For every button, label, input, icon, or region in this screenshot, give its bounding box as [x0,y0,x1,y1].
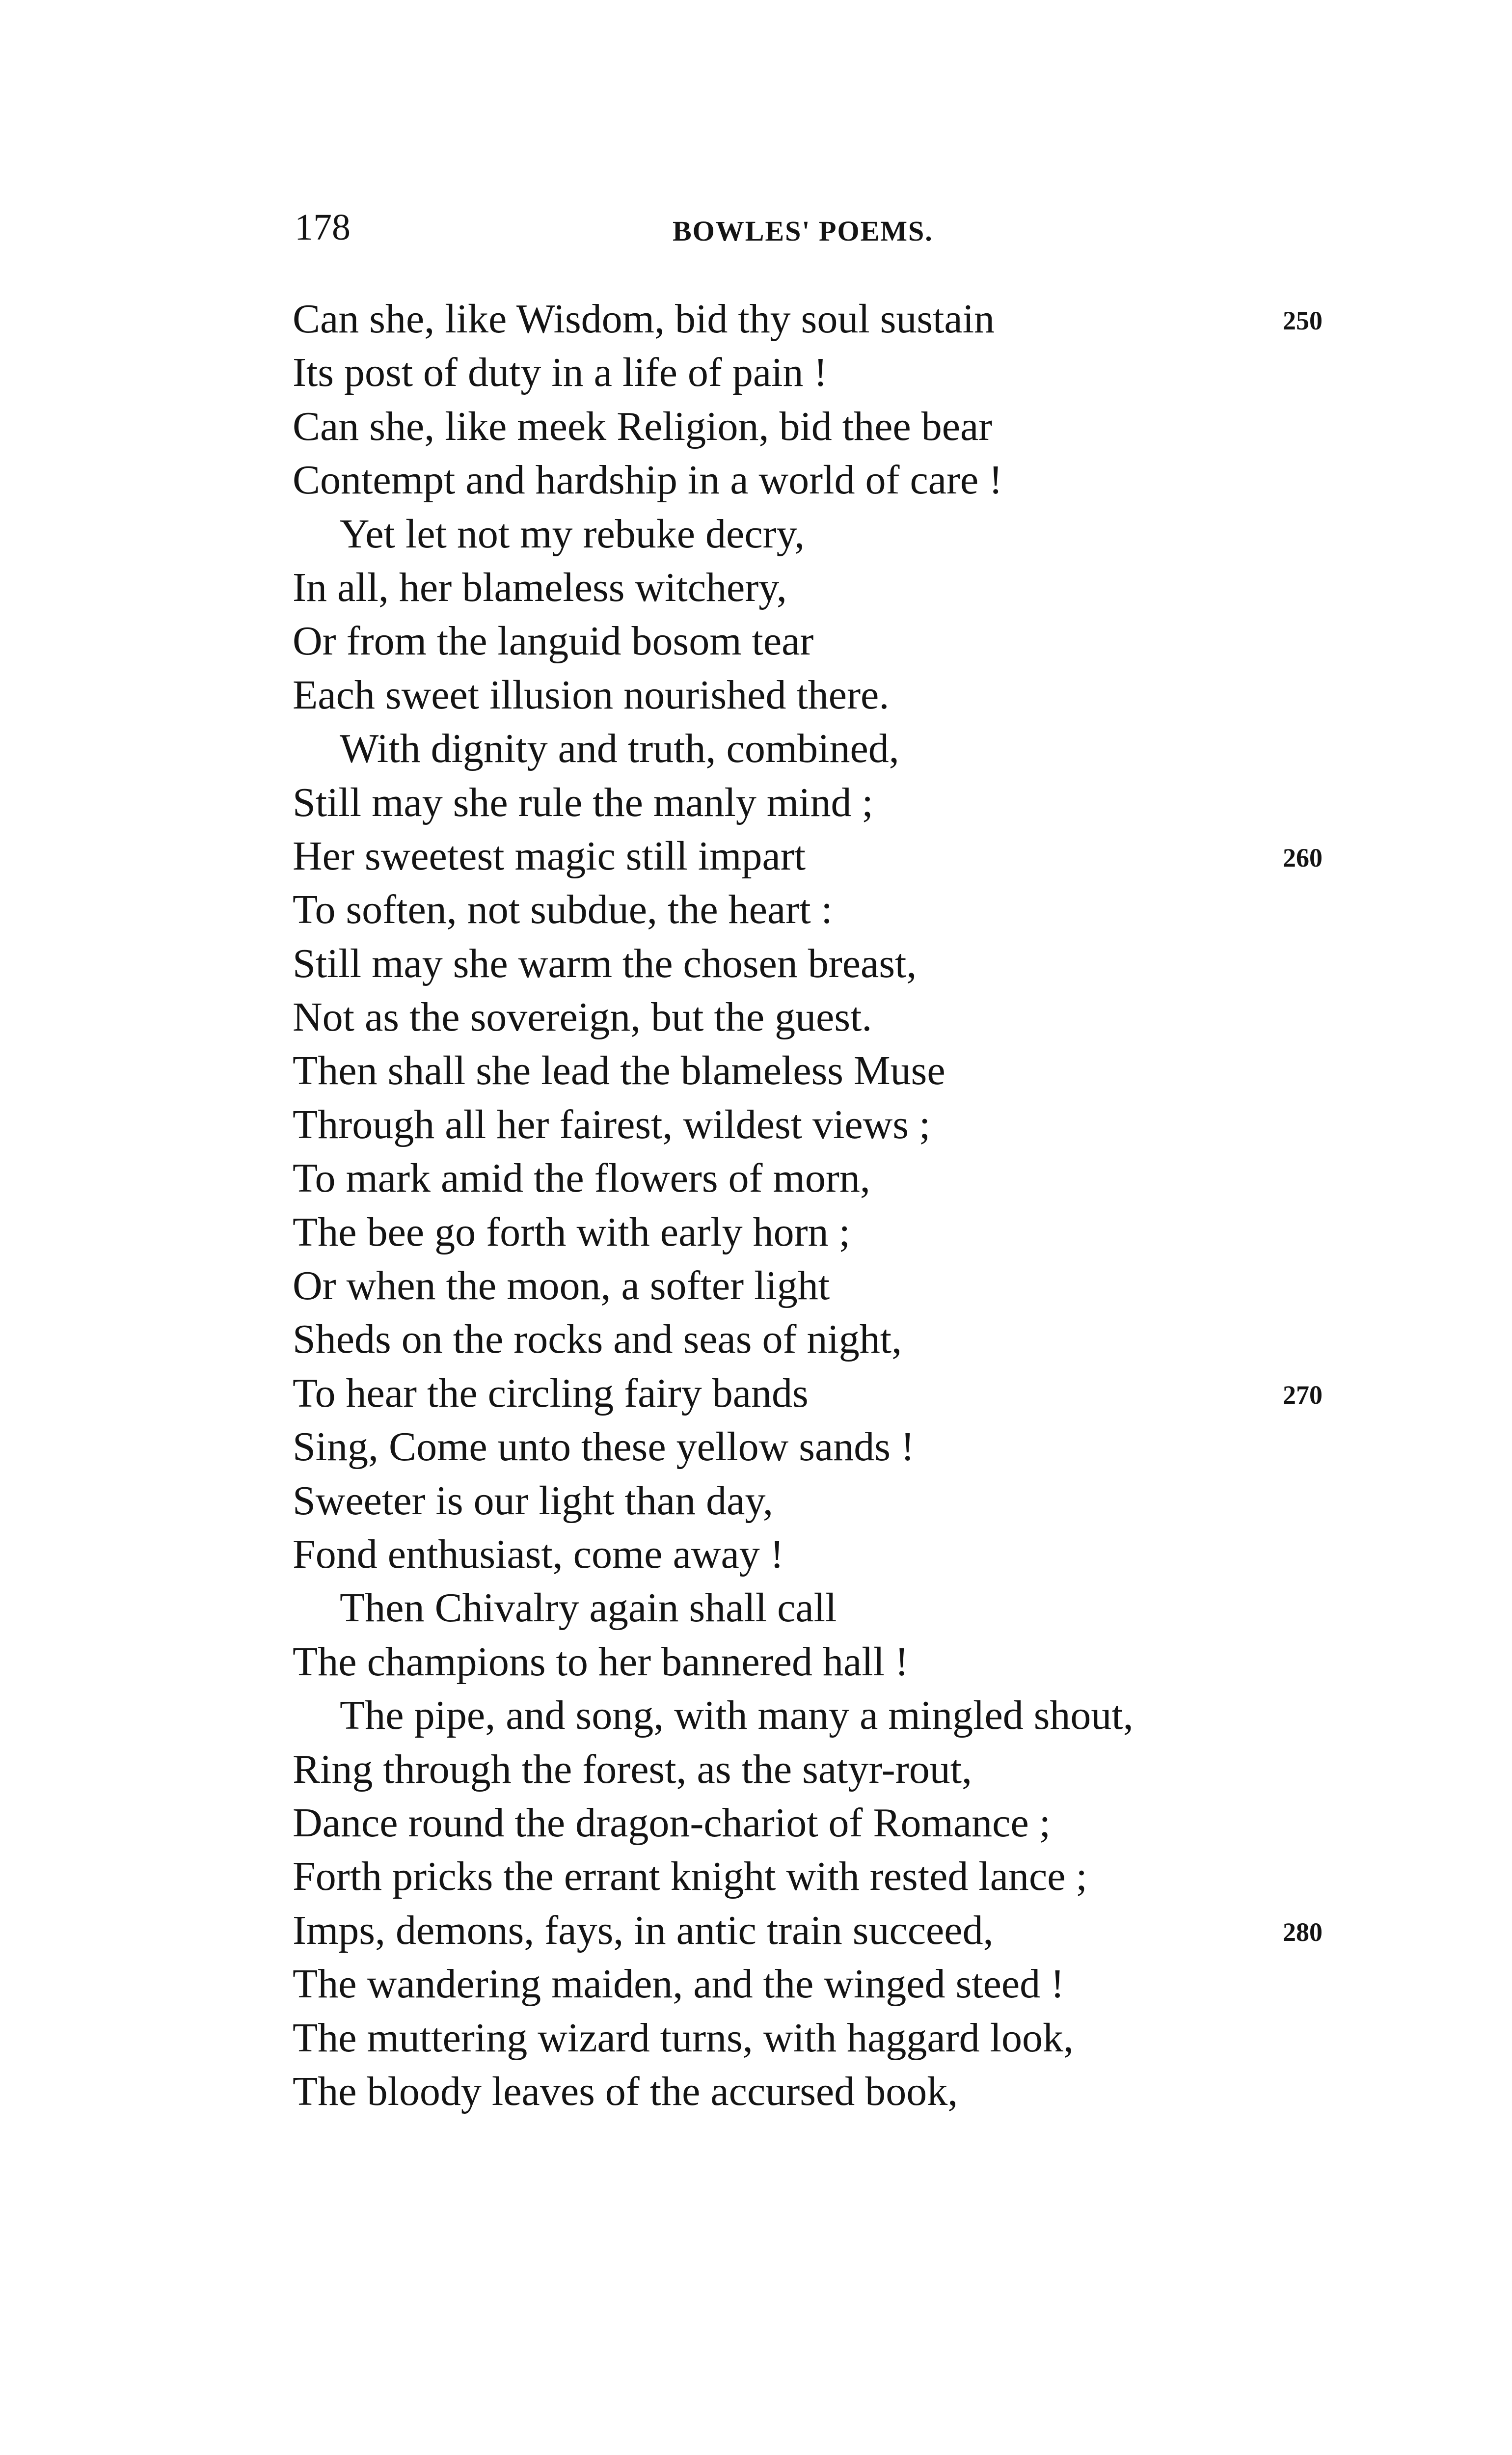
poem-line [293,776,1373,829]
poem-line [293,1850,1373,1903]
poem-line-text: Dance round the dragon-chariot of Romance ; [293,1800,1051,1846]
poem-line-text: Fond enthusiast, come away ! [293,1531,784,1577]
poem-line-text: Sweeter is our light than day, [293,1477,774,1524]
poem-line [293,1689,1373,1742]
poem-line-text: Its post of duty in a life of pain ! [293,350,828,396]
poem-line-text: To hear the circling fairy bands [293,1370,809,1416]
poem-line-text: In all, her blameless witchery, [293,564,787,610]
poem-line-text: The bloody leaves of the accursed book, [293,2068,958,2114]
poem-line-text: Or when the moon, a softer light [293,1263,830,1309]
poem-line [293,1796,1373,1850]
poem-line [293,937,1373,990]
poem-line [293,722,1373,775]
poem-line-text: Can she, like Wisdom, bid thy soul sustain [293,296,995,342]
poem-line [293,829,1373,883]
poem-line [293,1420,1373,1473]
poem-line-text: Sing, Come unto these yellow sands ! [293,1424,915,1470]
poem-line-text: Then shall she lead the blameless Muse [293,1048,945,1094]
poem-line [293,1581,1373,1635]
poem-line-text: Ring through the forest, as the satyr-rout, [293,1746,972,1792]
poem-line [293,346,1373,399]
poem-line-text: Sheds on the rocks and seas of night, [293,1316,902,1363]
poem-line-text: The bee go forth with early horn ; [293,1209,850,1255]
poem-line-text: Or from the languid bosom tear [293,618,814,664]
poem-line [293,1635,1373,1689]
poem-line-text: Still may she warm the chosen breast, [293,940,917,986]
poem-line [293,1151,1373,1205]
poem-line-text: Through all her fairest, wildest views ; [293,1101,931,1147]
poem-line [293,453,1373,507]
poem-line [293,2011,1373,2065]
poem-line-text: Forth pricks the errant knight with rested lance ; [293,1854,1087,1900]
poem-line [293,1098,1373,1151]
poem-line [293,2065,1373,2118]
poem-line [293,400,1373,453]
poem-line-text: Contempt and hardship in a world of care ! [293,457,1003,503]
poem-line-text: The wandering maiden, and the winged steed ! [293,1961,1065,2007]
poem-line-text: Still may she rule the manly mind ; [293,779,873,825]
poem-line [293,1957,1373,2011]
poem-line [293,561,1373,614]
line-number: 280 [1283,1917,1323,1947]
poem-line-text: The muttering wizard turns, with haggard look, [293,2015,1074,2061]
poem-line-text: Her sweetest magic still impart [293,833,806,879]
poem-line [293,1474,1373,1528]
poem-line-text: Then Chivalry again shall call [340,1585,837,1631]
poem-line-text: Yet let not my rebuke decry, [340,511,805,557]
poem-line-text: Not as the sovereign, but the guest. [293,994,872,1040]
poem-line [293,1743,1373,1796]
poem-line-text: To soften, not subdue, the heart : [293,887,833,933]
poem-line-text: The champions to her bannered hall ! [293,1638,909,1685]
poem-line-text: Can she, like meek Religion, bid thee bear [293,403,993,449]
poem-line [293,1366,1373,1420]
poem-line [293,1044,1373,1097]
poem-line-text: Each sweet illusion nourished there. [293,672,890,718]
poem-line [293,507,1373,561]
poem-line [293,292,1373,346]
poem-line [293,1904,1373,1957]
running-head: BOWLES' POEMS. [673,215,933,247]
poem-line [293,1259,1373,1312]
poem-body [293,292,1373,2118]
poem-line-text: Imps, demons, fays, in antic train succeed, [293,1907,994,1953]
line-number: 250 [1283,306,1323,335]
poem-line [293,1205,1373,1259]
poem-line [293,668,1373,722]
line-number: 270 [1283,1380,1323,1410]
poem-line [293,614,1373,668]
poem-line [293,1528,1373,1581]
poem-line [293,990,1373,1044]
poem-line-text: To mark amid the flowers of morn, [293,1155,870,1201]
poem-line-text: With dignity and truth, combined, [340,726,899,772]
page-header [295,200,1276,254]
poem-line [293,883,1373,936]
poem-line [293,1312,1373,1366]
poem-line-text: The pipe, and song, with many a mingled shout, [340,1692,1134,1739]
page-number: 178 [295,207,351,248]
line-number: 260 [1283,843,1323,873]
